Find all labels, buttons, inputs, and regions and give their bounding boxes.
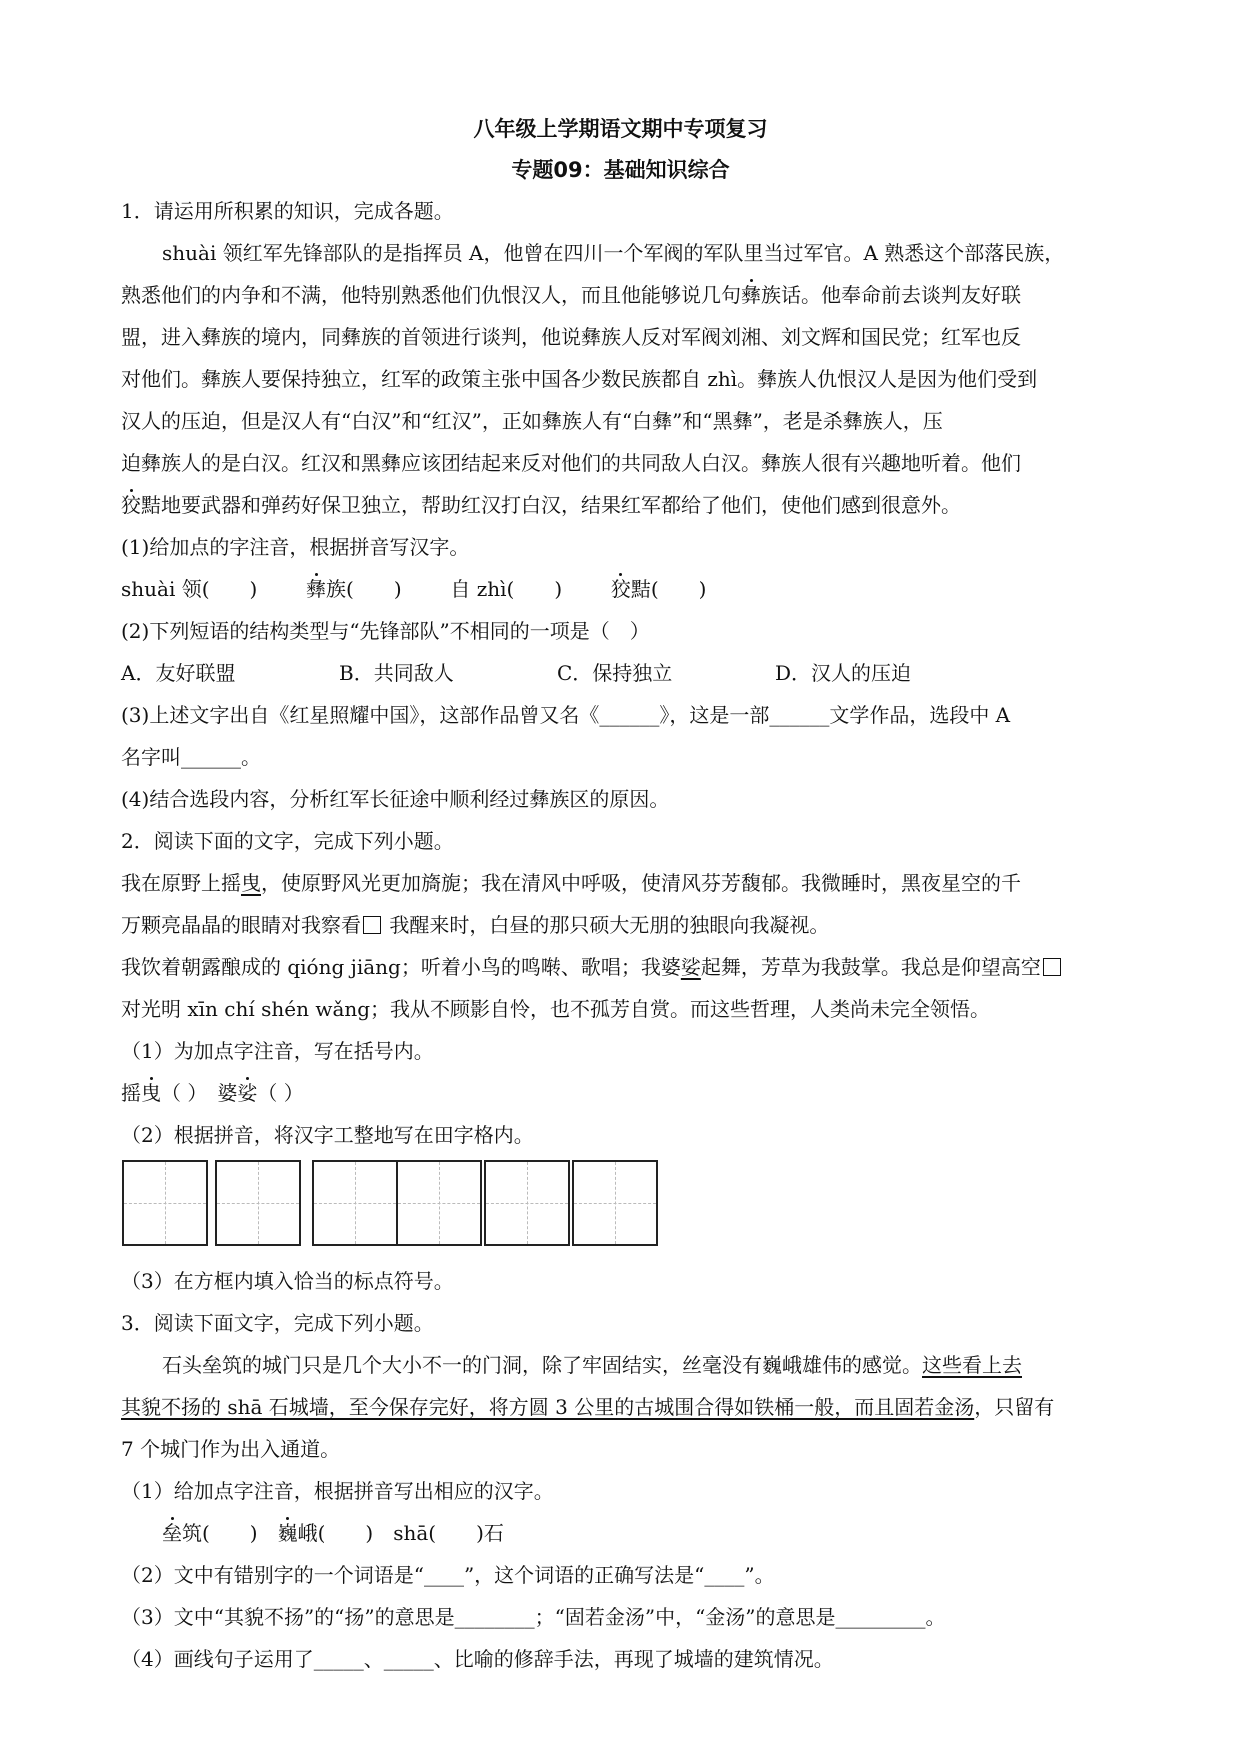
punctuation-box[interactable]	[1043, 958, 1061, 976]
answer-blank[interactable]: 族( )	[326, 577, 402, 601]
dotted-char: 狡	[610, 577, 631, 601]
q1-passage-line: 对他们。彝族人要保持独立，红军的政策主张中国各少数民族都自 zhì。彝族人仇恨汉人是因为他们受到	[121, 367, 1038, 391]
q1-sub4: (4)结合选段内容，分析红军长征途中顺利经过彝族区的原因。	[121, 787, 670, 811]
page-title: 八年级上学期语文期中专项复习	[473, 117, 768, 141]
dotted-char: 狡	[121, 493, 141, 517]
q1-passage-line: 盟，进入彝族的境内，同彝族的首领进行谈判，他说彝族人反对军阀刘湘、刘文辉和国民党；红军也反	[121, 325, 1021, 349]
answer-blank[interactable]: shuài 领( )	[121, 577, 258, 601]
option-a[interactable]: A．友好联盟	[121, 661, 236, 685]
q2-passage-line: 对光明 xīn chí shén wǎng；我从不顾影自怜，也不孤芳自赏。而这些哲理，人类尚未完全领悟。	[121, 997, 991, 1021]
q1-passage-line: 迫彝族人的是白汉。红汉和黑彝应该团结起来反对他们的共同敌人白汉。彝族人很有兴趣地听着。他们	[121, 451, 1021, 475]
q3-sub1-items	[162, 1520, 1122, 1546]
dotted-char: 垒	[162, 1521, 182, 1545]
q3-stem: 3．阅读下面文字，完成下列小题。	[121, 1311, 434, 1335]
q3-sub4: （4）画线句子运用了_____、_____、比喻的修辞手法，再现了城墙的建筑情况。	[121, 1647, 834, 1671]
q1-sub1-items	[121, 576, 1121, 602]
q1-stem: 1．请运用所积累的知识，完成各题。	[121, 199, 454, 223]
dotted-char: 巍	[277, 1521, 298, 1545]
grid-cell[interactable]	[396, 1160, 482, 1246]
q2-sub1-items: 摇曳（ ） 婆娑（ ）	[121, 1081, 304, 1105]
grid-cell[interactable]	[215, 1160, 301, 1246]
grid-cell[interactable]	[122, 1160, 208, 1246]
q1-passage-line: 汉人的压迫，但是汉人有“白汉”和“红汉”，正如彝族人有“白彝”和“黑彝”，老是杀彝族人，压	[121, 409, 943, 433]
q3-passage-line: 石头垒筑的城门只是几个大小不一的门洞，除了牢固结实，丝毫没有巍峨雄伟的感觉。这些看上去	[162, 1353, 1022, 1377]
grid-cell[interactable]	[572, 1160, 658, 1246]
option-b[interactable]: B．共同敌人	[339, 661, 454, 685]
answer-blank[interactable]: 筑( )	[182, 1521, 278, 1545]
q2-stem: 2．阅读下面的文字，完成下列小题。	[121, 829, 454, 853]
grid-cell[interactable]	[312, 1160, 398, 1246]
underlined-char: 曳	[241, 871, 261, 895]
q2-sub3: （3）在方框内填入恰当的标点符号。	[121, 1269, 454, 1293]
dotted-char: 曳	[141, 1081, 161, 1105]
q2-sub2: （2）根据拼音，将汉字工整地写在田字格内。	[121, 1123, 534, 1147]
punctuation-box[interactable]	[363, 916, 381, 934]
dotted-char: 彝	[306, 577, 327, 601]
dotted-char: 彝	[741, 283, 761, 307]
tianzige-grid	[122, 1160, 670, 1248]
q1-passage-line: 熟悉他们的内争和不满，他特别熟悉他们仇恨汉人，而且他能够说几句彝族话。他奉命前去谈判友好联	[121, 283, 1021, 307]
q1-passage-line: 狡黠地要武器和弹药好保卫独立，帮助红汉打白汉，结果红军都给了他们，使他们感到很意外。	[121, 493, 961, 517]
dotted-char: 娑	[237, 1081, 258, 1105]
q2-sub1: （1）为加点字注音，写在括号内。	[121, 1039, 434, 1063]
q3-passage-line: 7 个城门作为出入通道。	[121, 1437, 341, 1461]
answer-blank[interactable]: （ ）	[257, 1081, 304, 1105]
page-subtitle: 专题09：基础知识综合	[511, 158, 730, 182]
option-c[interactable]: C．保持独立	[557, 661, 673, 685]
q3-passage-line: 其貌不扬的 shā 石城墙，至今保存完好，将方圆 3 公里的古城围合得如铁桶一般，而且固若金汤，只留有	[121, 1395, 1055, 1419]
q1-sub1: (1)给加点的字注音，根据拼音写汉字。	[121, 535, 470, 559]
q2-passage-line: 我在原野上摇曳，使原野风光更加旖旎；我在清风中呼吸，使清风芬芳馥郁。我微睡时，黑夜星空的千	[121, 871, 1021, 895]
underlined-sentence: 这些看上去	[922, 1353, 1022, 1377]
answer-blank[interactable]: 峨( ) shā( )石	[297, 1521, 504, 1545]
q3-sub3: （3）文中“其貌不扬”的“扬”的意思是________；“固若金汤”中，“金汤”的意思是_________。	[121, 1605, 946, 1629]
q2-passage-line: 我饮着朝露酿成的 qióng jiāng；听着小鸟的鸣啭、歌唱；我婆娑起舞，芳草为我鼓掌。我总是仰望高空	[121, 954, 1121, 980]
answer-blank[interactable]: （ ） 婆	[161, 1081, 238, 1105]
q3-sub1: （1）给加点字注音，根据拼音写出相应的汉字。	[121, 1479, 554, 1503]
q1-sub2: (2)下列短语的结构类型与“先锋部队”不相同的一项是（ ）	[121, 619, 650, 643]
q3-sub2: （2）文中有错别字的一个词语是“____”，这个词语的正确写法是“____”。	[121, 1563, 775, 1587]
answer-blank[interactable]: 黠( )	[630, 577, 707, 601]
grid-cell[interactable]	[484, 1160, 570, 1246]
underlined-char: 娑	[680, 955, 701, 979]
q1-passage-line: shuài 领红军先锋部队的是指挥员 A，他曾在四川一个军阀的军队里当过军官。A 熟悉这个部落民族，	[162, 241, 1065, 265]
underlined-sentence: 其貌不扬的 shā 石城墙，至今保存完好，将方圆 3 公里的古城围合得如铁桶一般，而且固若金汤	[121, 1395, 975, 1419]
answer-blank[interactable]: 自 zhì( )	[450, 577, 563, 601]
option-d[interactable]: D．汉人的压迫	[775, 661, 912, 685]
q2-passage-line: 万颗亮晶晶的眼睛对我察看 我醒来时，白昼的那只硕大无朋的独眼向我凝视。	[121, 913, 830, 937]
q1-sub3: (3)上述文字出自《红星照耀中国》，这部作品曾又名《______》，这是一部______文学作品，选段中 A	[121, 703, 1011, 727]
q1-sub2-options	[121, 660, 1121, 686]
q1-sub3-cont: 名字叫______。	[121, 745, 261, 769]
